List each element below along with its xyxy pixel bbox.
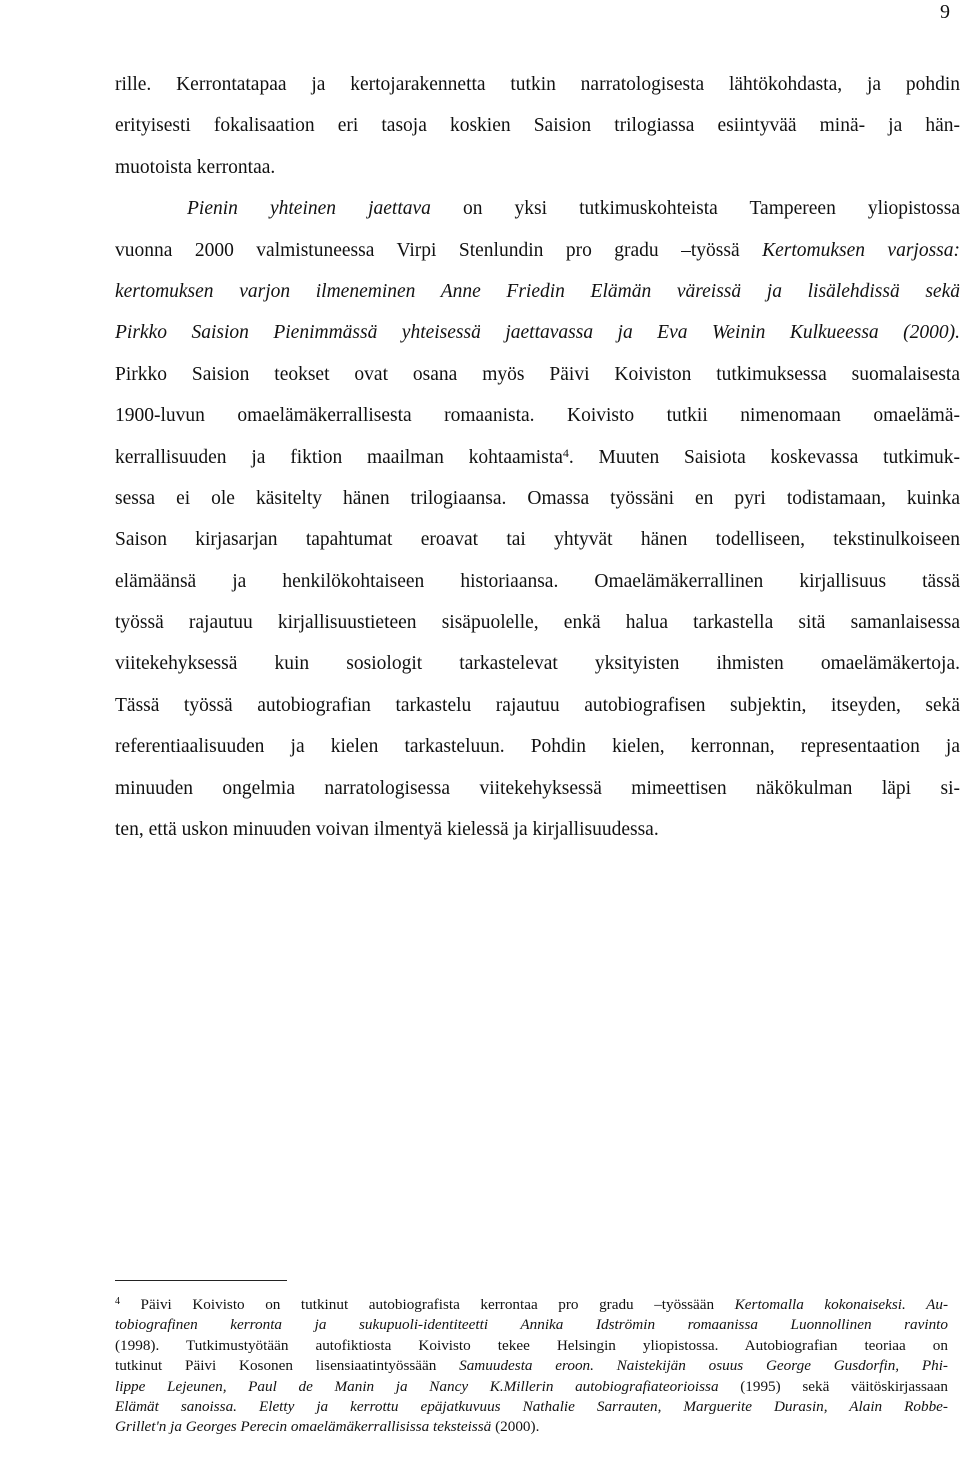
footnote-line: Elämät sanoissa. Eletty ja kerrottu epäjatkuvuus Nathalie Sarrauten, Marguerite Durasin, Alain Robbe- xyxy=(115,1397,948,1415)
text-line: kerrallisuuden ja fiktion maailman kohtaamista$^4$. Muuten Saisiota koskevassa tutkimuk- xyxy=(115,445,960,468)
text-line: rille. Kerrontatapaa ja kertojarakennetta tutkin narratologisesta lähtökohdasta, ja pohdin xyxy=(115,74,960,95)
text-line: referentiaalisuuden ja kielen tarkasteluun. Pohdin kielen, kerronnan, representaation ja xyxy=(115,736,960,758)
text-line: vuonna 2000 valmistuneessa Virpi Stenlundin pro gradu –työssä Kertomuksen varjossa: xyxy=(115,239,960,261)
footnote-line: $^4$ Päivi Koivisto on tutkinut autobiografista kerrontaa pro gradu –työssään Kertomalla kokonaiseksi. Au- xyxy=(115,1296,948,1313)
text-line: Tässä työssä autobiografian tarkastelu rajautuu autobiografisen subjektin, itseyden, sekä xyxy=(115,694,960,716)
book-title: Pienin yhteinen jaettava xyxy=(187,198,431,220)
text-line: kertomuksen varjon ilmeneminen Anne Friedin Elämän väreissä ja lisälehdissä sekä xyxy=(115,280,960,302)
footnote-line: Grillet'n ja Georges Perecin omaelämäkerrallisissa teksteissä (2000). xyxy=(115,1418,540,1436)
footnote-line: lippe Lejeunen, Paul de Manin ja Nancy K.Millerin autobiografiateorioissa (1995) sekä väitöskirjassaan xyxy=(115,1377,949,1395)
text-line: elämäänsä ja henkilökohtaiseen historiaansa. Omaelämäkerrallinen kirjallisuus tässä xyxy=(115,570,960,592)
text-line: muotoista kerrontaa. xyxy=(115,156,276,178)
text-line: erityisesti fokalisaation eri tasoja koskien Saision trilogiassa esiintyvää minä- ja hän- xyxy=(115,115,960,137)
thesis-title: Kertomuksen varjossa: xyxy=(762,239,960,261)
text-line: minuuden ongelmia narratologisessa viitekehyksessä mimeettisen näkökulman läpi si- xyxy=(115,777,960,799)
text-line: ten, että uskon minuuden voivan ilmentyä kielessä ja kirjallisuudessa. xyxy=(115,819,659,841)
footnote-line: tutkinut Päivi Kosonen lisensiaatintyössään Samuudesta eroon. Naistekijän osuus George Gusdorfin, Phi- xyxy=(115,1357,948,1375)
text-line: 1900-luvun omaelämäkerrallisesta romaanista. Koivisto tutkii nimenomaan omaelämä- xyxy=(115,405,960,427)
text-line: Saison kirjasarjan tapahtumat eroavat tai yhtyvät hänen todelliseen, tekstinulkoiseen xyxy=(115,529,960,551)
footnote-separator xyxy=(115,1280,287,1281)
footnote-line: (1998). Tutkimustyötään autofiktiosta Koivisto tekee Helsingin yliopistossa. Autobiografian teoriaa on xyxy=(115,1336,948,1354)
main-text xyxy=(115,64,960,850)
footnote xyxy=(115,1295,948,1438)
footnote-marker: 4 xyxy=(115,1296,120,1307)
text-line: Pirkko Saision Pienimmässä yhteisessä jaettavassa ja Eva Weinin Kulkueessa (2000). xyxy=(115,322,960,344)
page-number: 9 xyxy=(940,1,950,23)
text-line: Pirkko Saision teokset ovat osana myös Päivi Koiviston tutkimuksessa suomalaisesta xyxy=(115,363,960,385)
text-line: Pienin yhteinen jaettava on yksi tutkimuskohteista Tampereen yliopistossa xyxy=(187,198,960,220)
text-line: viitekehyksessä kuin sosiologit tarkastelevat yksityisten ihmisten omaelämäkertoja. xyxy=(115,653,960,675)
text-line: työssä rajautuu kirjallisuustieteen sisäpuolelle, enkä halua tarkastella sitä samanlaisessa xyxy=(115,612,960,634)
footnote-line: tobiografinen kerronta ja sukupuoli-identiteetti Annika Idströmin romaanissa Luonnollinen ravinto xyxy=(115,1316,948,1334)
footnote-ref: 4 xyxy=(562,445,569,460)
text-line: sessa ei ole käsitelty hänen trilogiaansa. Omassa työssäni en pyri todistamaan, kuinka xyxy=(115,487,960,509)
